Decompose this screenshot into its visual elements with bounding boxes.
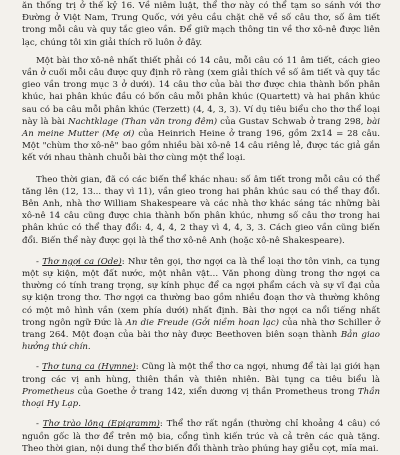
ode-text-c: .	[87, 342, 91, 353]
sonnet-text-c: của Heinrich Heine ở trang 196, gồm 2x14 = 28 câu. Một "chùm thơ xô-nê" bao gồm nhiều bài xô-nê 14 câu riêng lẻ, được tác giả gắn kết với nhau thành chuỗi bài thơ cùng một thể loại.	[22, 129, 380, 164]
hymne-text-a: : Cũng là một thể thơ ca ngợi, nhưng để tài lại giới hạn trong các vị anh hùng, thiên thần và thiên nhiên. Bài tụng ca tiêu biểu là	[22, 362, 381, 385]
ode-title-2: Bản giao hưởng thứ chín	[22, 330, 380, 353]
intro-fragment-text: ăn thống trị ở thế kỷ 16. Về niêm luật, thể thơ này có thể tạm so sánh với thơ Đường ở Việt Nam, Trung Quốc, với yêu cầu chặt chẽ về số câu thơ, số âm tiết trong mỗi câu và quy tắc gieo vần. Để giữ mạch thông tin về thơ xô-nê được liên lạc, chúng tôi xin giải thích rõ luôn ở đây.	[22, 1, 380, 48]
ode-entry: - Thơ ngợi ca (Ode): Như tên gọi, thơ ngợi ca là thể loại thơ tôn vinh, ca tụng một sự kiện, một đất nước, một nhân vật… Văn phong dùng trong thơ ngợi ca thường có tính trang trọng, sự kính phục để ca ngợi phẩm cách và sự vĩ đại của sự kiện trong thơ. Thơ ngợi ca thường bao gồm nhiều đoạn thơ và thường không có một mô hình vần (xem phía dưới) nhất định. Bài thơ ngợi ca nổi tiếng nhất trong ngôn ngữ Đức là An die Freude (Gởi niềm hoan lạc) của nhà thơ Schiller ở trang 264. Một đoạn của bài thơ này được Beethoven biên soạn thành Bản giao hưởng thứ chín.	[22, 256, 380, 353]
hymne-text-b: của Goethe ở trang 142, xiển dương vị thần Prometheus trong	[74, 386, 358, 397]
variant-paragraph	[22, 174, 380, 247]
hymne-title-2: Thần thoại Hy Lạp	[22, 386, 380, 410]
sonnet-title-1: Nachtklage (Than văn trong đêm)	[68, 116, 218, 127]
sonnet-title-2: bài An meine Mutter (Mẹ ơi)	[22, 116, 380, 140]
ode-title-1: An die Freude (Gởi niềm hoan lạc)	[125, 317, 279, 328]
epigramm-term: Thơ trào lộng (Epigramm)	[42, 419, 160, 430]
intro-fragment	[22, 0, 380, 49]
variant-text: Theo thời gian, đã có các biến thể khác nhau: số âm tiết trong mỗi câu có thể tăng lên (12, 13... thay vì 11), vần gieo trong hai phân khúc sau có thể thay đổi. Bên Anh, nhà thơ William Shakespeare và các nhà thơ khác sáng tác những bài xô-nê 14 câu cũng được chia thành bốn phân khúc, nhưng số câu thơ trong hai phân khúc có thể thay đổi: 4, 4, 4, 2 thay vì 4, 4, 3, 3. Cách gieo vần cũng biến đổi. Biến thể này được gọi là thể thơ xô-nê Anh (hoặc xô-nê Shakespeare).	[22, 174, 380, 246]
hymne-term: Thơ tụng ca (Hymne)	[42, 362, 136, 373]
sonnet-text-a: Một bài thơ xô-nê nhất thiết phải có 14 câu, mỗi câu có 11 âm tiết, cách gieo vần ở cuối mỗi câu được quy định rõ ràng (xem giải thích về số âm tiết và quy tắc gieo vần trong mục 3 ở dưới). 14 câu thơ của bài thơ được chia thành bốn phân khúc, hai phân khúc đầu có bốn câu mỗi phân khúc (Quartett) và hai phân khúc sau có ba câu mỗi phân khúc (Terzett) (4, 4, 3, 3). Ví dụ tiêu biểu cho thơ thể loại này là bài	[22, 55, 380, 127]
sonnet-text-b: của Gustav Schwab ở trang 298,	[217, 116, 367, 127]
hymne-entry: - Thơ tụng ca (Hymne): Cũng là một thể thơ ca ngợi, nhưng để tài lại giới hạn trong các vị anh hùng, thiên thần và thiên nhiên. Bài tụng ca tiêu biểu là Prometheus của Goethe ở trang 142, xiển dương vị thần Prometheus trong Thần thoại Hy Lạp.	[22, 362, 381, 410]
sonnet-paragraph	[22, 55, 380, 165]
hymne-title-1: Prometheus	[22, 386, 75, 397]
hymne-text-c: .	[78, 399, 81, 410]
ode-term: Thơ ngợi ca (Ode)	[42, 256, 122, 267]
ode-text-b: của nhà thơ Schiller ở trang 264. Một đoạn của bài thơ này được Beethoven biên soạn thành	[22, 317, 380, 341]
epigramm-entry: - Thơ trào lộng (Epigramm): Thể thơ rất ngắn (thường chỉ khoảng 4 câu) có nguồn gốc là thơ để trên mộ bia, cổng tình kiến trúc và cả trên các quà tặng. Theo thời gian, nội dung thể thơ biến đổi thành trào phúng hay giễu cợt, mỉa mai.	[22, 419, 381, 454]
ode-text-a: : Như tên gọi, thơ ngợi ca là thể loại thơ tôn vinh, ca tụng một sự kiện, một đất nước, một nhân vật… Văn phong dùng trong thơ ngợi ca thường có tính trang trọng, sự kính phục để ca ngợi phẩm cách và sự vĩ đại của sự kiện trong thơ. Thơ ngợi ca thường bao gồm nhiều đoạn thơ và thường không có một mô hình vần (xem phía dưới) nhất định. Bài thơ ngợi ca nổi tiếng nhất trong ngôn ngữ Đức là	[22, 256, 380, 328]
epigramm-text: : Thể thơ rất ngắn (thường chỉ khoảng 4 câu) có nguồn gốc là thơ để trên mộ bia, cổng tình kiến trúc và cả trên các quà tặng. Theo thời gian, nội dung thể thơ biến đổi thành trào phúng hay giễu cợt, mỉa mai.	[22, 419, 381, 454]
